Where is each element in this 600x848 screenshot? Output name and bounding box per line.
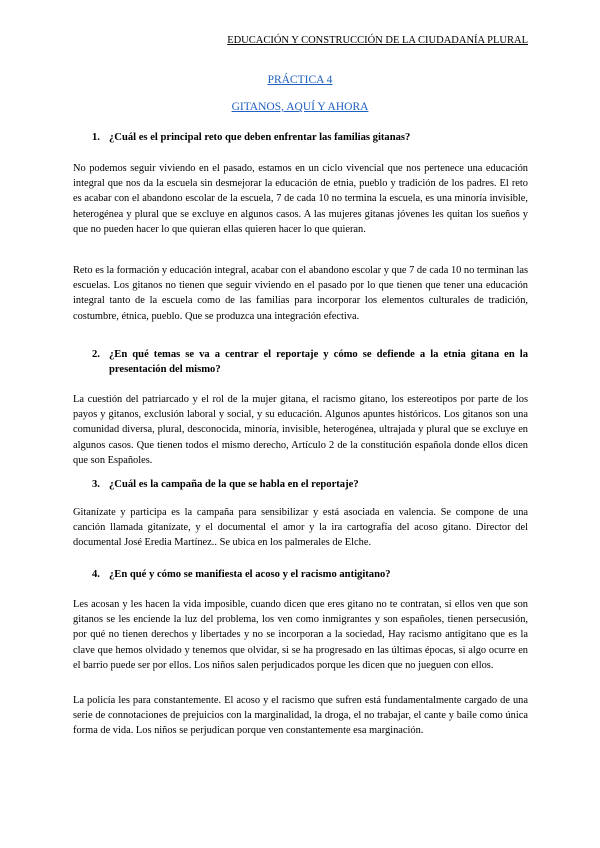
answer-1-paragraph-1: No podemos seguir viviendo en el pasado, estamos en un ciclo vivencial que nos pertenece una educación integral que nos da la escuela sin desmejorar la educación de etnia, pueblo y tradición de los padres. El reto es acabar con el abandono escolar de la escuela, 7 de cada 10 no termina la escuela, es una minoría invisible, heterogénea y plural que se excluye en algunos casos. A las mujeres gitanas jóvenes les quitan los sueños y que no pueden hacer lo que quieran ellas quieren hacer lo que quieran. xyxy=(73,163,528,235)
question-number: 2. xyxy=(92,349,100,360)
question-3 xyxy=(92,477,528,492)
answer-2-paragraph-1: La cuestión del patriarcado y el rol de la mujer gitana, el racismo gitano, los estereotipos por parte de los payos y gitanos, exclusión laboral y social, y su educación. Algunos apuntes históricos. Los gitanos son una comunidad diversa, plural, desconocida, minoría, invisible, heterogénea, ultrajada y plural que se excluye en algunos casos. Que tienen todos el mismo derecho, Artículo 2 de la constitución española donde ellos dicen que son Españoles. xyxy=(73,394,528,466)
answer-1-paragraph-2: Reto es la formación y educación integral, acabar con el abandono escolar y que 7 de cada 10 no terminan las escuelas. Los gitanos no tienen que seguir viviendo en el pasado por lo que tienen que tener una educación integral tanto de la escuela como de las familias para incorporar los elementos culturales de tradición, costumbre, étnica, pueblo. Que se produzca una integración efectiva. xyxy=(73,265,528,322)
question-number: 4. xyxy=(92,569,100,580)
question-number: 1. xyxy=(92,132,100,143)
question-2 xyxy=(92,347,528,377)
answer-4-paragraph-1: Les acosan y les hacen la vida imposible, cuando dicen que eres gitano no te contratan, si ellos ven que son gitanos se les enciende la luz del problema, los ven como inmigrantes y son españoles, tienen persecusión, por qué no tienen derechos y libertades y no se incorporan a la sociedad, Hay racismo antigitano que es la clave que hemos olvidado y tenemos que olvidar, si se ha progresado en las últimas épocas, si algo ocurre en el barrio puede ser por ellos. Los niños salen perjudicados porque les dicen que no jueguen con ellos. xyxy=(73,599,528,671)
question-text: ¿Cuál es el principal reto que deben enfrentar las familias gitanas? xyxy=(109,132,411,143)
practice-title: PRÁCTICA 4 xyxy=(267,74,333,86)
question-text: ¿En qué temas se va a centrar el reportaje y cómo se defiende a la etnia gitana en la presentación del mismo? xyxy=(109,349,528,375)
document-subtitle: GITANOS, AQUÍ Y AHORA xyxy=(231,101,369,113)
question-text: ¿En qué y cómo se manifiesta el acoso y el racismo antigitano? xyxy=(109,569,391,580)
answer-3-paragraph-1: Gitanízate y participa es la campaña para sensibilizar y está asociada en valencia. Se compone de una canción llamada gitanízate, y el documental el amor y la ira cartografía del acoso gitano. Director del documental José Eredia Martínez.. Se ubica en los palmerales de Elche. xyxy=(73,507,528,549)
question-4 xyxy=(92,567,528,582)
question-number: 3. xyxy=(92,479,100,490)
question-text: ¿Cuál es la campaña de la que se habla en el reportaje? xyxy=(109,479,359,490)
answer-4-paragraph-2: La policía les para constantemente. El acoso y el racismo que sufren está fundamentalmente cargado de una serie de connotaciones de prejuicios con la marginalidad, la droga, el no trabajar, el cante y baile como única forma de vida. Los niños se perjudican porque ven constantemente esa marginación. xyxy=(73,695,528,737)
running-header: EDUCACIÓN Y CONSTRUCCIÓN DE LA CIUDADANÍA PLURAL xyxy=(227,35,528,46)
question-1 xyxy=(92,130,528,145)
